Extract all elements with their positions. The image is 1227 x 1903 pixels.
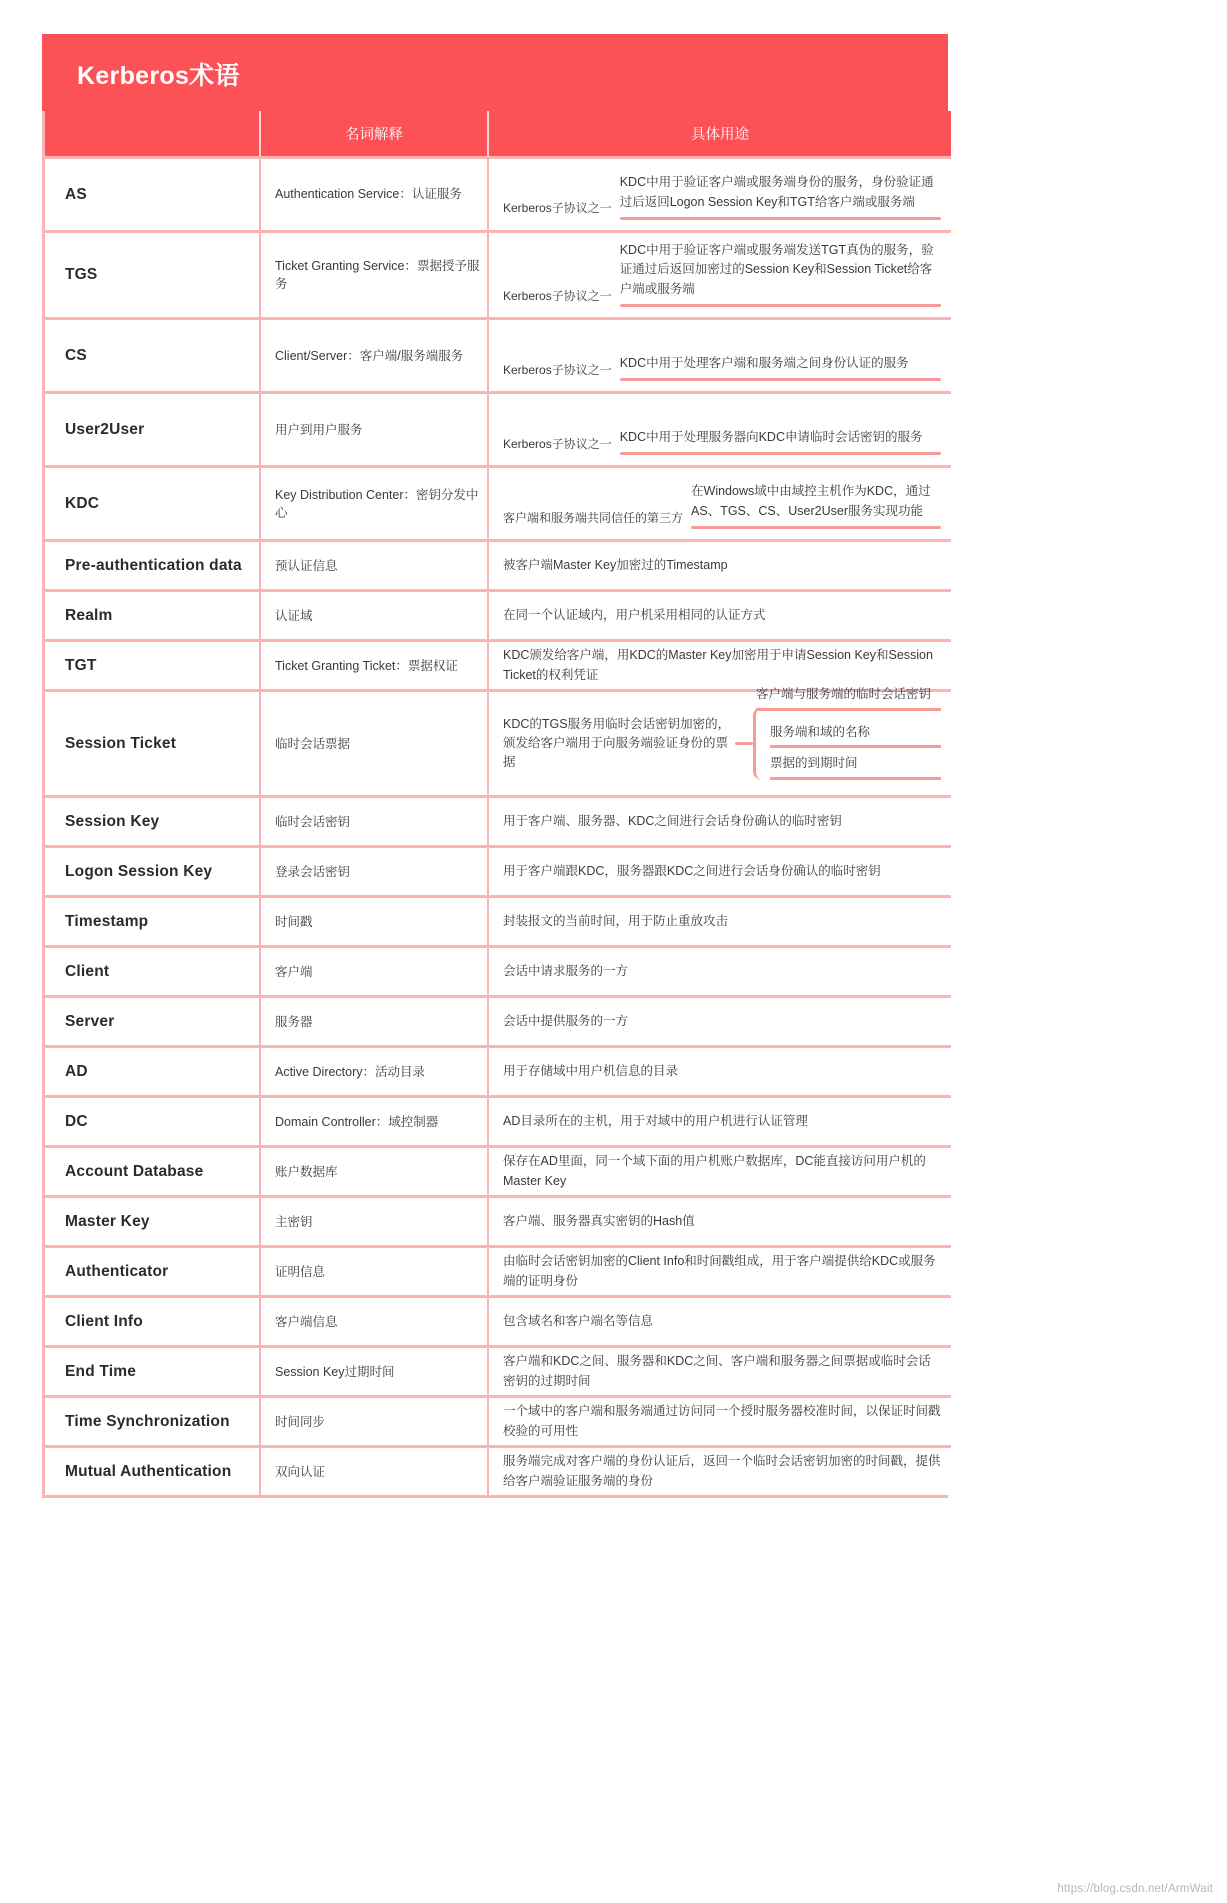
usage-cell <box>489 539 951 589</box>
subprotocol-label: Kerberos子协议之一 <box>503 436 612 451</box>
usage-text: 会话中请求服务的一方 <box>503 963 629 978</box>
bracket-item: 服务端和域的名称 <box>770 717 941 749</box>
explanation-cell: Ticket Granting Service：票据授予服务 <box>261 230 489 317</box>
explanation-cell: 登录会话密钥 <box>261 845 489 895</box>
table-header-row <box>45 111 951 156</box>
usage-text: 由临时会话密钥加密的Client Info和时间戳组成，用于客户端提供给KDC或服务端的证明身份 <box>503 1254 936 1288</box>
table-row <box>45 230 951 317</box>
usage-cell <box>489 945 951 995</box>
term-cell: Timestamp <box>45 895 261 945</box>
table-row <box>45 1095 951 1145</box>
explanation-cell: 客户端信息 <box>261 1295 489 1345</box>
term-cell: Session Ticket <box>45 689 261 795</box>
subprotocol-annotation <box>503 468 941 539</box>
table-row <box>45 1445 951 1495</box>
table-row <box>45 317 951 391</box>
term-cell: Realm <box>45 589 261 639</box>
explanation-cell: 主密钥 <box>261 1195 489 1245</box>
session-ticket-annotation <box>503 687 941 795</box>
usage-text: KDC中用于验证客户端或服务端发送TGT真伪的服务，验证通过后返回加密过的Session Key和Session Ticket给客户端或服务端 <box>619 243 934 296</box>
table-row <box>45 391 951 465</box>
table-row <box>45 1345 951 1395</box>
term-cell: CS <box>45 317 261 391</box>
usage-cell <box>489 1345 951 1395</box>
explanation-cell: 时间同步 <box>261 1395 489 1445</box>
usage-cell <box>489 589 951 639</box>
term-cell: End Time <box>45 1345 261 1395</box>
usage-text: 客户端、服务器真实密钥的Hash值 <box>503 1213 695 1228</box>
title-frame <box>42 34 948 111</box>
usage-text: 封装报文的当前时间，用于防止重放攻击 <box>503 913 729 928</box>
table-row <box>45 539 951 589</box>
explanation-cell: 客户端 <box>261 945 489 995</box>
terminology-table <box>45 111 951 1495</box>
table-row <box>45 1145 951 1195</box>
term-cell: DC <box>45 1095 261 1145</box>
term-cell: TGS <box>45 230 261 317</box>
subprotocol-annotation <box>503 320 941 391</box>
annotation-rule <box>620 378 941 381</box>
subprotocol-body <box>612 354 941 381</box>
usage-text: KDC中用于处理服务器向KDC申请临时会话密钥的服务 <box>619 429 923 444</box>
usage-text: 在同一个认证域内，用户机采用相同的认证方式 <box>503 607 766 622</box>
bracket-list <box>753 687 941 780</box>
explanation-cell: Key Distribution Center：密钥分发中心 <box>261 465 489 539</box>
explanation-cell: 双向认证 <box>261 1445 489 1495</box>
usage-text: 被客户端Master Key加密过的Timestamp <box>503 557 728 572</box>
usage-text: 用于存储域中用户机信息的目录 <box>503 1063 679 1078</box>
usage-cell <box>489 845 951 895</box>
usage-cell <box>489 1445 951 1495</box>
annotation-rule <box>620 452 941 455</box>
usage-cell <box>489 1295 951 1345</box>
explanation-cell: 临时会话密钥 <box>261 795 489 845</box>
usage-text: AD目录所在的主机，用于对域中的用户机进行认证管理 <box>503 1113 808 1128</box>
usage-cell <box>489 995 951 1045</box>
usage-text: 服务端完成对客户端的身份认证后，返回一个临时会话密钥加密的时间戳，提供给客户端验证服务端的身份 <box>503 1454 941 1488</box>
term-cell: Account Database <box>45 1145 261 1195</box>
explanation-cell: 服务器 <box>261 995 489 1045</box>
column-header-usage: 具体用途 <box>489 111 951 156</box>
explanation-cell: 认证域 <box>261 589 489 639</box>
annotation-rule <box>620 304 941 307</box>
usage-text: 用于客户端跟KDC，服务器跟KDC之间进行会话身份确认的临时密钥 <box>503 863 881 878</box>
explanation-cell: 预认证信息 <box>261 539 489 589</box>
bracket-item: 票据的到期时间 <box>770 748 941 780</box>
term-cell: User2User <box>45 391 261 465</box>
usage-cell <box>489 230 951 317</box>
kerberos-terminology-card <box>42 34 948 1498</box>
usage-text: KDC的TGS服务用临时会话密钥加密的，颁发给客户端用于向服务端验证身份的票据 <box>503 716 731 770</box>
watermark: https://blog.csdn.net/ArmWait <box>1057 1883 1213 1895</box>
table-row <box>45 1245 951 1295</box>
usage-text: 在Windows域中由域控主机作为KDC，通过AS、TGS、CS、User2User服务实现功能 <box>691 484 931 518</box>
subprotocol-body <box>612 241 941 307</box>
explanation-cell: 临时会话票据 <box>261 689 489 795</box>
usage-text: 保存在AD里面，同一个域下面的用户机账户数据库，DC能直接访问用户机的Master Key <box>503 1154 926 1188</box>
subprotocol-annotation <box>503 159 941 230</box>
subprotocol-label: Kerberos子协议之一 <box>503 201 612 216</box>
term-cell: Mutual Authentication <box>45 1445 261 1495</box>
table-row <box>45 1395 951 1445</box>
usage-cell <box>489 1045 951 1095</box>
term-cell: Authenticator <box>45 1245 261 1295</box>
term-cell: AD <box>45 1045 261 1095</box>
table-row <box>45 1295 951 1345</box>
explanation-cell: Session Key过期时间 <box>261 1345 489 1395</box>
subprotocol-label: 客户端和服务端共同信任的第三方 <box>503 510 684 525</box>
subprotocol-body <box>612 173 941 220</box>
table-frame <box>42 111 948 1498</box>
subprotocol-label: Kerberos子协议之一 <box>503 288 612 303</box>
term-cell: Session Key <box>45 795 261 845</box>
table-row <box>45 156 951 230</box>
usage-text: KDC颁发给客户端，用KDC的Master Key加密用于申请Session Key和Session Ticket的权利凭证 <box>503 648 933 682</box>
usage-text: 一个域中的客户端和服务端通过访问同一个授时服务器校准时间，以保证时间戳校验的可用性 <box>503 1404 941 1438</box>
term-cell: Server <box>45 995 261 1045</box>
subprotocol-annotation <box>503 394 941 465</box>
subprotocol-label: Kerberos子协议之一 <box>503 362 612 377</box>
table-row <box>45 689 951 795</box>
usage-cell <box>489 156 951 230</box>
term-cell: Pre-authentication data <box>45 539 261 589</box>
explanation-cell: 账户数据库 <box>261 1145 489 1195</box>
table-row <box>45 465 951 539</box>
table-body <box>45 156 951 1495</box>
usage-text: KDC中用于验证客户端或服务端身份的服务，身份验证通过后返回Logon Session Key和TGT给客户端或服务端 <box>619 175 934 209</box>
table-row <box>45 589 951 639</box>
table-row <box>45 1045 951 1095</box>
table-row <box>45 845 951 895</box>
usage-cell <box>489 689 951 795</box>
table-row <box>45 945 951 995</box>
usage-cell <box>489 1395 951 1445</box>
explanation-cell: Client/Server：客户端/服务端服务 <box>261 317 489 391</box>
subprotocol-body <box>683 482 941 529</box>
explanation-cell: Domain Controller：域控制器 <box>261 1095 489 1145</box>
column-header-term <box>45 111 261 156</box>
explanation-cell: 证明信息 <box>261 1245 489 1295</box>
explanation-cell: 用户到用户服务 <box>261 391 489 465</box>
explanation-cell: Authentication Service：认证服务 <box>261 156 489 230</box>
usage-cell <box>489 317 951 391</box>
usage-cell <box>489 1095 951 1145</box>
explanation-cell: Active Directory：活动目录 <box>261 1045 489 1095</box>
usage-cell <box>489 895 951 945</box>
subprotocol-annotation <box>503 233 941 317</box>
table-row <box>45 895 951 945</box>
usage-text: KDC中用于处理客户端和服务端之间身份认证的服务 <box>619 355 909 370</box>
usage-cell <box>489 391 951 465</box>
table-row <box>45 1195 951 1245</box>
explanation-cell: 时间戳 <box>261 895 489 945</box>
term-cell: Master Key <box>45 1195 261 1245</box>
usage-text: 客户端和KDC之间、服务器和KDC之间、客户端和服务器之间票据或临时会话密钥的过期时间 <box>503 1354 931 1388</box>
usage-cell <box>489 1245 951 1295</box>
bracket-connector <box>735 742 753 745</box>
table-row <box>45 995 951 1045</box>
title-bar <box>45 37 945 111</box>
annotation-rule <box>620 217 941 220</box>
page-title: Kerberos术语 <box>77 62 240 90</box>
usage-cell <box>489 795 951 845</box>
term-cell: Client <box>45 945 261 995</box>
usage-cell <box>489 465 951 539</box>
term-cell: KDC <box>45 465 261 539</box>
usage-cell <box>489 1195 951 1245</box>
usage-text: 用于客户端、服务器、KDC之间进行会话身份确认的临时密钥 <box>503 813 842 828</box>
subprotocol-body <box>612 428 941 455</box>
annotation-rule <box>691 526 941 529</box>
term-cell: Time Synchronization <box>45 1395 261 1445</box>
term-cell: TGT <box>45 639 261 689</box>
term-cell: Client Info <box>45 1295 261 1345</box>
column-header-explanation: 名词解释 <box>261 111 489 156</box>
term-cell: AS <box>45 156 261 230</box>
usage-text: 包含域名和客户端名等信息 <box>503 1313 654 1328</box>
term-cell: Logon Session Key <box>45 845 261 895</box>
usage-text: 会话中提供服务的一方 <box>503 1013 629 1028</box>
explanation-cell: Ticket Granting Ticket：票据权证 <box>261 639 489 689</box>
table-row <box>45 795 951 845</box>
usage-cell <box>489 1145 951 1195</box>
bracket-item: 客户端与服务端的临时会话密钥 <box>756 679 941 711</box>
